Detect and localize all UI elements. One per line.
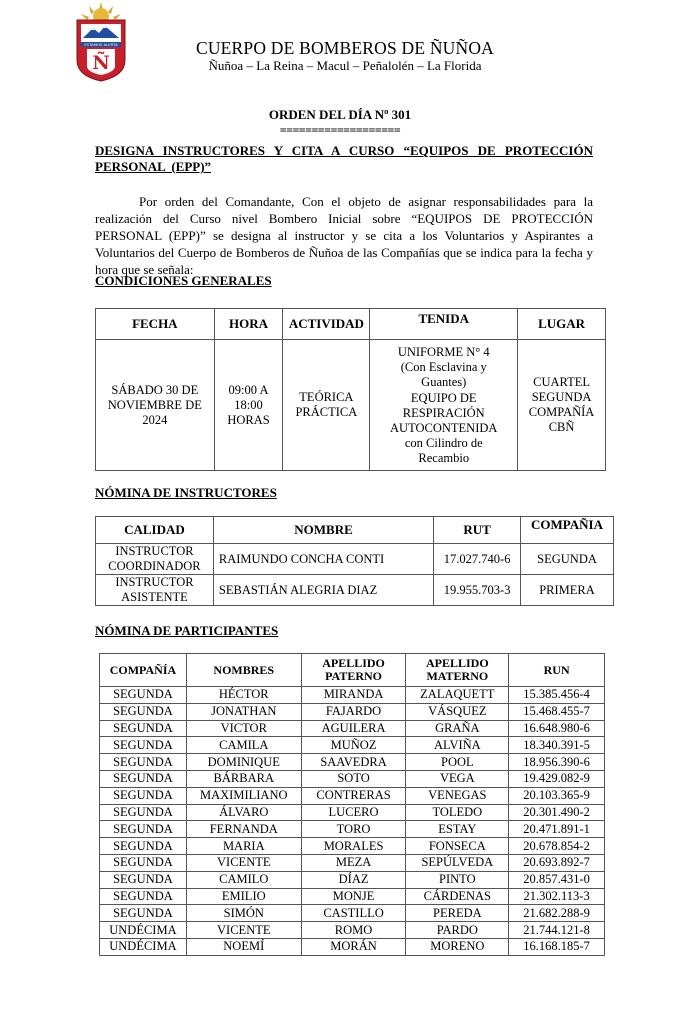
participant-compania: SEGUNDA [100,905,187,922]
col-header-tenida: TENIDA [370,309,518,340]
participant-run: 20.301.490-2 [509,804,605,821]
participant-nombres: HÉCTOR [186,687,301,704]
participant-compania: SEGUNDA [100,720,187,737]
participant-run: 20.471.891-1 [509,821,605,838]
participant-apellido-paterno: MORALES [301,838,406,855]
participant-nombres: ÁLVARO [186,804,301,821]
participant-run: 21.302.113-3 [509,888,605,905]
participant-nombres: FERNANDA [186,821,301,838]
participant-apellido-paterno: AGUILERA [301,720,406,737]
conditions-row [96,340,606,471]
col-header-rut: RUT [434,517,521,544]
participant-row [100,938,605,955]
participant-nombres: VICENTE [186,922,301,939]
col-header-apellido-materno: APELLIDO MATERNO [406,654,509,687]
participant-apellido-materno: ZALAQUETT [406,687,509,704]
instructors-heading: NÓMINA DE INSTRUCTORES [95,485,277,500]
conditions-heading: CONDICIONES GENERALES [95,273,272,288]
participant-apellido-materno: POOL [406,754,509,771]
participant-apellido-materno: PEREDA [406,905,509,922]
participant-run: 19.429.082-9 [509,770,605,787]
participant-nombres: EMILIO [186,888,301,905]
participant-run: 21.682.288-9 [509,905,605,922]
participant-run: 18.340.391-5 [509,737,605,754]
participant-nombres: MARIA [186,838,301,855]
participant-row [100,687,605,704]
fire-department-crest-logo [75,2,127,82]
participant-compania: SEGUNDA [100,770,187,787]
participant-row [100,703,605,720]
order-subject: DESIGNA INSTRUCTORES Y CITA A CURSO “EQUIPOS DE PROTECCIÓN PERSONAL (EPP)” [95,143,593,174]
participant-nombres: CAMILA [186,737,301,754]
participant-apellido-materno: SEPÚLVEDA [406,854,509,871]
participant-apellido-materno: MORENO [406,938,509,955]
participant-nombres: NOEMÍ [186,938,301,955]
conditions-table [95,308,606,471]
participant-apellido-materno: VENEGAS [406,787,509,804]
intro-paragraph: Por orden del Comandante, Con el objeto de asignar responsabilidades para la realización del Curso nivel Bombero Inicial sobre “EQUIPOS DE PROTECCIÓN PERSONAL (EPP)” se designa al instructor y se cita a los Voluntarios y Aspirantes a Voluntarios del Cuerpo de Bomberos de Ñuñoa de las Compañías que se indica para la fecha y hora que se señala: [95,194,593,277]
participant-compania: SEGUNDA [100,838,187,855]
participant-row [100,787,605,804]
instructor-compania: SEGUNDA [521,544,614,575]
instructor-compania: PRIMERA [521,575,614,606]
participant-row [100,905,605,922]
participant-run: 20.857.431-0 [509,871,605,888]
cell-hora: 09:00 A 18:00 HORAS [214,340,283,471]
participants-body [100,687,605,956]
participant-nombres: CAMILO [186,871,301,888]
participant-row [100,838,605,855]
participant-row [100,804,605,821]
participant-apellido-materno: GRAÑA [406,720,509,737]
participant-apellido-paterno: TORO [301,821,406,838]
participants-header-row [100,654,605,687]
instructor-nombre: SEBASTIÁN ALEGRIA DIAZ [213,575,433,606]
conditions-header-row [96,309,606,340]
instructor-row [96,575,614,606]
participant-row [100,770,605,787]
instructor-calidad: INSTRUCTOR COORDINADOR [96,544,214,575]
cell-tenida [370,340,518,471]
instructor-calidad: INSTRUCTOR ASISTENTE [96,575,214,606]
participant-apellido-materno: VEGA [406,770,509,787]
instructor-row [96,544,614,575]
participant-compania: SEGUNDA [100,854,187,871]
instructors-table [95,516,614,606]
participant-apellido-materno: ALVIÑA [406,737,509,754]
participant-compania: SEGUNDA [100,871,187,888]
cell-fecha: SÁBADO 30 DE NOVIEMBRE DE 2024 [96,340,215,471]
participant-compania: SEGUNDA [100,888,187,905]
participant-row [100,922,605,939]
crest-letter: Ñ [92,52,110,74]
participant-compania: SEGUNDA [100,754,187,771]
participant-apellido-materno: ESTAY [406,821,509,838]
participant-row [100,888,605,905]
participant-run: 15.468.455-7 [509,703,605,720]
cell-actividad: TEÓRICA PRÁCTICA [283,340,370,471]
order-title-rule: =================== [279,123,401,137]
participant-compania: SEGUNDA [100,687,187,704]
participant-row [100,737,605,754]
instructor-rut: 17.027.740-6 [434,544,521,575]
participant-nombres: VICTOR [186,720,301,737]
col-header-nombres: NOMBRES [186,654,301,687]
participant-row [100,720,605,737]
col-header-run: RUN [509,654,605,687]
participant-run: 20.693.892-7 [509,854,605,871]
participant-compania: UNDÉCIMA [100,938,187,955]
participant-apellido-paterno: MONJE [301,888,406,905]
col-header-nombre: NOMBRE [213,517,433,544]
col-header-compania: COMPAÑIA [521,517,614,544]
instructor-nombre: RAIMUNDO CONCHA CONTI [213,544,433,575]
col-header-apellido-paterno: APELLIDO PATERNO [301,654,406,687]
participant-apellido-materno: PINTO [406,871,509,888]
participant-run: 16.168.185-7 [509,938,605,955]
col-header-compania: COMPAÑÍA [100,654,187,687]
participant-compania: SEGUNDA [100,787,187,804]
participant-nombres: MAXIMILIANO [186,787,301,804]
participant-apellido-paterno: MEZA [301,854,406,871]
participant-apellido-paterno: MORÁN [301,938,406,955]
participant-nombres: VICENTE [186,854,301,871]
participant-apellido-materno: CÁRDENAS [406,888,509,905]
tenida-uniform: UNIFORME N° 4 (Con Esclavina y Guantes) [397,344,490,389]
participants-heading: NÓMINA DE PARTICIPANTES [95,623,279,638]
col-header-lugar: LUGAR [518,309,606,340]
col-header-calidad: CALIDAD [96,517,214,544]
participant-apellido-materno: PARDO [406,922,509,939]
participant-row [100,871,605,888]
participant-apellido-paterno: DÍAZ [301,871,406,888]
participant-apellido-paterno: FAJARDO [301,703,406,720]
col-header-fecha: FECHA [96,309,215,340]
participant-compania: SEGUNDA [100,737,187,754]
col-header-hora: HORA [214,309,283,340]
order-title: ORDEN DEL DÍA Nº 301 [268,107,412,122]
cell-lugar: CUARTEL SEGUNDA COMPAÑÍA CBÑ [518,340,606,471]
participants-table [99,653,605,956]
participant-apellido-materno: FONSECA [406,838,509,855]
crest-motto: ESTAMOS ALERTA [84,42,118,47]
tenida-equipment: EQUIPO DE RESPIRACIÓN AUTOCONTENIDA con Cilindro de Recambio [390,390,498,465]
participant-apellido-paterno: ROMO [301,922,406,939]
participant-apellido-paterno: MIRANDA [301,687,406,704]
participant-nombres: DOMINIQUE [186,754,301,771]
participant-apellido-paterno: LUCERO [301,804,406,821]
participant-compania: UNDÉCIMA [100,922,187,939]
participant-apellido-paterno: SOTO [301,770,406,787]
instructor-rut: 19.955.703-3 [434,575,521,606]
participant-run: 21.744.121-8 [509,922,605,939]
participant-compania: SEGUNDA [100,703,187,720]
participant-nombres: JONATHAN [186,703,301,720]
participant-row [100,854,605,871]
participant-apellido-paterno: CONTRERAS [301,787,406,804]
participant-run: 15.385.456-4 [509,687,605,704]
participant-run: 20.678.854-2 [509,838,605,855]
participant-compania: SEGUNDA [100,804,187,821]
participant-apellido-paterno: CASTILLO [301,905,406,922]
participant-run: 18.956.390-6 [509,754,605,771]
participant-apellido-paterno: MUÑOZ [301,737,406,754]
institution-title: CUERPO DE BOMBEROS DE ÑUÑOA [195,38,495,58]
participant-row [100,754,605,771]
participant-run: 20.103.365-9 [509,787,605,804]
participant-apellido-paterno: SAAVEDRA [301,754,406,771]
participant-apellido-materno: VÁSQUEZ [406,703,509,720]
participant-run: 16.648.980-6 [509,720,605,737]
participant-nombres: BÁRBARA [186,770,301,787]
col-header-actividad: ACTIVIDAD [283,309,370,340]
participant-compania: SEGUNDA [100,821,187,838]
participant-apellido-materno: TOLEDO [406,804,509,821]
instructors-header-row [96,517,614,544]
participant-nombres: SIMÓN [186,905,301,922]
institution-communes: Ñuñoa – La Reina – Macul – Peñalolén – La Florida [208,58,482,73]
participant-row [100,821,605,838]
